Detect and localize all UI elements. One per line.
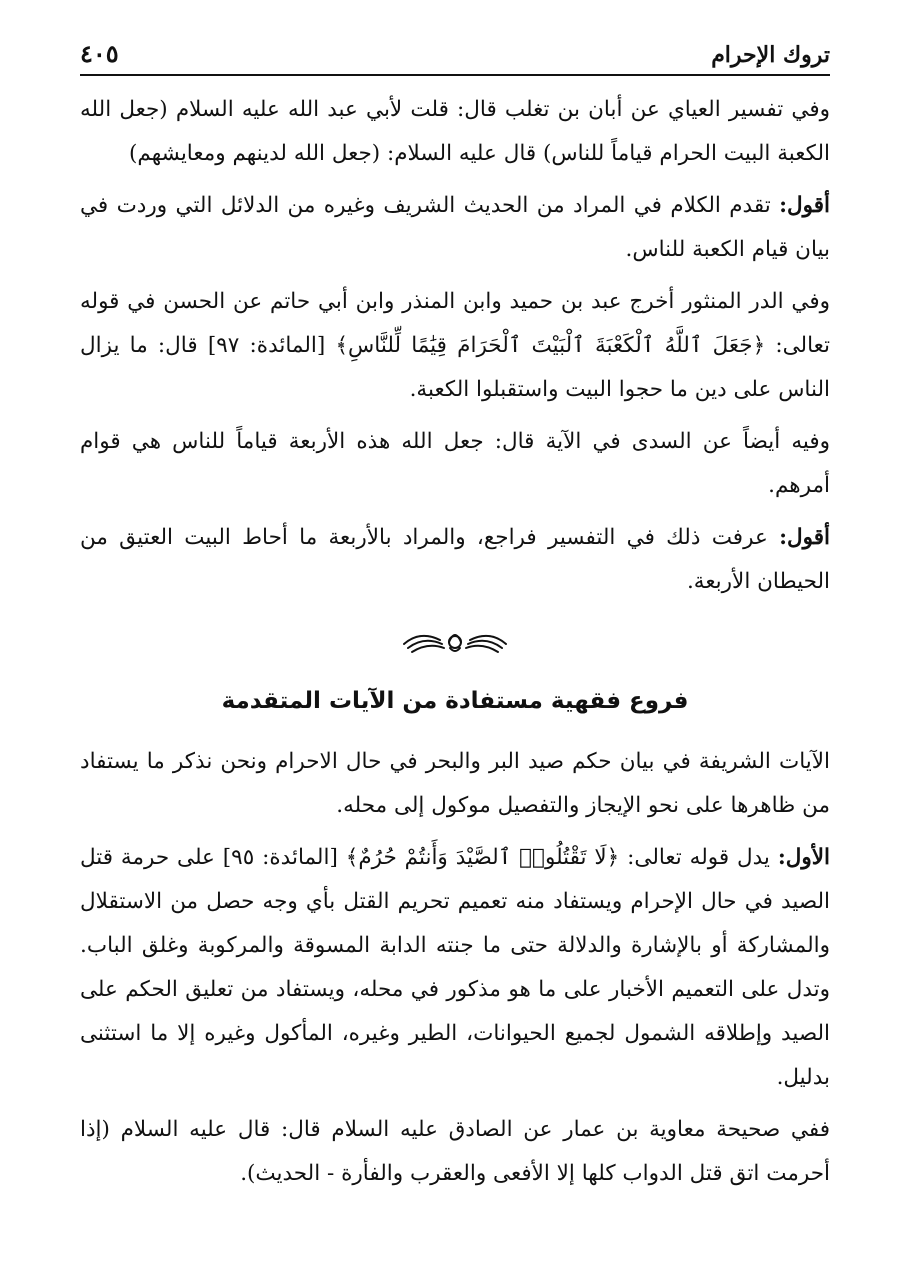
paragraph-aqul-1 (80, 184, 830, 272)
paragraph-text: وفي الدر المنثور أخرج عبد بن حميد وابن المنذر وابن أبي حاتم عن الحسن في قوله تعالى: ﴿جَعَلَ ٱللَّهُ ٱلْكَعْبَةَ ٱلْبَيْتَ ٱلْحَرَامَ قِيَٰمًا لِّلنَّاسِ﴾ [المائدة: ٩٧] قال: ما يزال الناس على دين ما حجوا البيت واستقبلوا الكعبة. (80, 289, 831, 402)
paragraph-durr-manthur (80, 280, 830, 412)
paragraph-lead: الأول: (777, 845, 830, 870)
paragraph-first-ruling (80, 836, 830, 1100)
paragraph-ayyashi (80, 88, 830, 176)
paragraph-text: تقدم الكلام في المراد من الحديث الشريف وغيره من الدلائل التي وردت في بيان قيام الكعبة للناس. (80, 193, 830, 262)
paragraph-aqul-2 (80, 516, 830, 604)
paragraph-lead: أقول: (779, 193, 830, 218)
chapter-title: تروك الإحرام (711, 42, 830, 68)
paragraph-lead: أقول: (779, 525, 830, 550)
paragraph-text: الآيات الشريفة في بيان حكم صيد البر والبحر في حال الاحرام ونحن نذكر ما يستفاد من ظاهرها على نحو الإيجاز والتفصيل موكول إلى محله. (80, 749, 830, 818)
floral-ornament-icon (400, 626, 510, 656)
paragraph-suddi (80, 420, 830, 508)
running-header (80, 30, 830, 76)
paragraph-muawiya (80, 1108, 830, 1196)
page-number: ٤٠٥ (80, 39, 119, 68)
section-heading: فروع فقهية مستفادة من الآيات المتقدمة (221, 688, 689, 714)
paragraph-text: ففي صحيحة معاوية بن عمار عن الصادق عليه السلام قال: قال عليه السلام (إذا أحرمت اتق قتل الدواب كلها إلا الأفعى والعقرب والفأرة - الحديث). (80, 1117, 830, 1186)
paragraph-text: عرفت ذلك في التفسير فراجع، والمراد بالأربعة ما أحاط البيت العتيق من الحيطان الأربعة. (80, 525, 830, 594)
paragraph-text: يدل قوله تعالى: ﴿لَا تَقْتُلُوا۟ ٱلصَّيْدَ وَأَنتُمْ حُرُمٌ﴾ [المائدة: ٩٥] على حرمة قتل الصيد في حال الإحرام ويستفاد منه تعميم تحريم القتل بأي وجه حصل من الاستقلال والمشاركة أو بالإشارة والدلالة حتى ما جنته الدابة المسوقة والمركوبة وغلق الباب. وتدل على التعميم الأخبار على ما هو مذكور في محله، ويستفاد من تعليق الحكم على الصيد وإطلاقه الشمول لجميع الحيوانات، الطير وغيره، المأكول وغيره إلا ما استثنى بدليل. (80, 845, 830, 1090)
paragraph-text: وفي تفسير العياي عن أبان بن تغلب قال: قلت لأبي عبد الله عليه السلام (جعل الله الكعبة البيت الحرام قياماً للناس) قال عليه السلام: (جعل الله لدينهم ومعايشهم) (80, 97, 830, 166)
ornament-divider (80, 626, 830, 656)
paragraph-text: وفيه أيضاً عن السدى في الآية قال: جعل الله هذه الأربعة قياماً للناس هي قوام أمرهم. (80, 429, 830, 498)
paragraph-intro (80, 740, 830, 828)
